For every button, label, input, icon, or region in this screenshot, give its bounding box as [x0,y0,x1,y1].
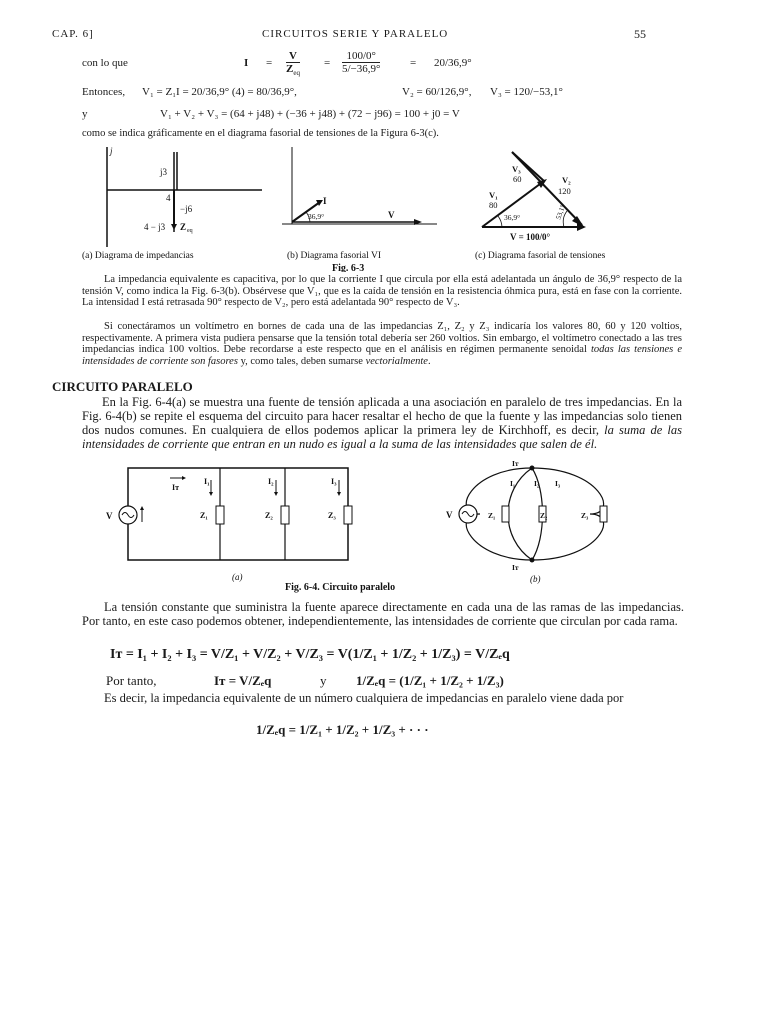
eq-equivalent-impedance: 1/Zₑq = 1/Z₁ + 1/Z₂ + 1/Z₃ + · · · [256,722,429,737]
fig63a-zeq-arrowhead [171,224,177,230]
fig63a-j3-label: j3 [160,167,168,177]
eq1-lhs: I [244,57,249,69]
figure-6-3 [82,142,682,272]
fig64a-v-label: V [106,511,113,521]
fig63b-phasor-diagram [282,147,437,261]
fig64b-it-bottom-label: Iᴛ [512,563,519,572]
fig63b-caption: (b) Diagrama fasorial VI [287,251,381,261]
page-number: 55 [634,27,646,41]
fig64b-i1-label: I₁ [510,479,516,488]
chapter-label: CAP. 6] [52,28,94,40]
eq2-v2: V₂ = 60/126,9°, [402,86,472,98]
fig63a-mj6-label: −j6 [180,204,193,214]
fig64a-it-arrowhead [182,476,186,480]
fig63a-caption: (a) Diagrama de impedancias [82,251,194,261]
paragraph-equivalent-impedance: Es decir, la impedancia equivalente de un número cualquiera de impedancias en paralelo viene dada por [104,691,624,705]
eq1-fraction-2 [342,50,380,75]
paragraph-voltmeter-text-2: y, como tales, deben sumarse [237,355,366,367]
eq1-f1-den: Z [286,63,294,75]
fig64a-i1-arrowhead [209,492,213,496]
paragraph-voltmeter-text-1: Si conectáramos un voltímetro en bornes de cada una de las impedancias Z₁, Z₂ y Z₃ indicaría los valores 80, 60 y 120 voltios, respectivamente. A primera vista pudiera pensarse que la tensión total debería ser 260 voltios. Sin embargo, el voltímetro conectado a las tres impedancias indica 100 voltios. Debe recordarse a este respecto que en el análisis en régimen permanente senoidal [82,321,682,355]
fig64a-i3-arrowhead [337,492,341,496]
fig63a-4-label: 4 [166,193,171,203]
eq5-lead: Por tanto, [106,673,157,688]
fig63c-v2-phasor [512,152,582,225]
fig63b-v-label: V [388,210,395,220]
fig63c-caption: (c) Diagrama fasorial de tensiones [475,251,606,261]
fig64b-i3-label: I₃ [555,479,561,488]
fig63c-angle-label-1: 36,9° [504,213,521,222]
fig64a-z3 [344,506,352,524]
fig63-title: Fig. 6-3 [332,263,365,272]
fig63a-zeq-value: 4 − j3 [144,222,166,232]
paragraph-parallel-intro [82,395,682,451]
fig63b-i-label: I [323,196,327,206]
eq1-f1-den-sub: eq [293,69,300,78]
fig63c-angle-label-2: 53,1° [554,203,568,221]
fig64a-i2-arrowhead [274,492,278,496]
eq3-lead: y [82,108,88,120]
eq3-body: V₁ + V₂ + V₃ = (64 + j48) + (−36 + j48) + (72 − j96) = 100 + j0 = V [160,108,460,120]
eq2-v3: V₃ = 120/−53,1° [490,86,563,98]
paragraph-constant-voltage: La tensión constante que suministra la fuente aparece directamente en cada una de las ramas de las impedancias. Por tanto, en este caso podemos obtener, independientemente, las intensidades de corriente que circulan por cada rama. [82,600,684,628]
section-heading: CIRCUITO PARALELO [52,379,193,394]
paragraph-voltmeter-text-3: . [427,355,431,367]
fig64a-z3-label: Z₃ [328,511,336,520]
eq1-equals-2: = [324,57,331,69]
eq1-equals-1: = [266,57,273,69]
fig64b-v-label: V [446,510,453,520]
fig64a-z2-label: Z₂ [265,511,273,520]
fig63a-j-label: j [110,146,113,156]
fig64-title: Fig. 6-4. Circuito paralelo [285,582,396,593]
fig64a-i1-label: I₁ [204,477,210,486]
fig63c-v3-label: V₃ [512,164,521,174]
fig64b-it-top-label: Iᴛ [512,460,519,468]
fig64a-z1 [216,506,224,524]
fig63c-angle-arc-1 [498,216,502,227]
fig64b-z1 [502,506,509,522]
fig63c-v1-label: V₁ [489,190,498,200]
fig64b-z3 [600,506,607,522]
fig63c-v2-value: 120 [558,186,571,196]
fig64b-z3-label: Z₃ [581,511,589,520]
fig63b-angle-label: 36,9° [308,212,325,221]
fig63c-voltage-diagram [475,152,606,261]
fig63c-v-label: V = 100/0° [510,232,551,242]
figure-reference-line: como se indica gráficamente en el diagrama fasorial de tensiones de la Figura 6-3(c). [82,128,439,139]
fig63c-v2-label: V₂ [562,175,571,185]
fig64a-caption: (a) [232,572,243,582]
fig64a-circuit [106,468,352,582]
fig64a-i2-label: I₂ [268,477,274,486]
fig64b-i2-label: I₂ [534,479,540,488]
eq1-f2-den: 5/−36,9° [342,63,381,75]
fig64b-z2-label: Z₂ [540,511,548,520]
fig64a-i3-label: I₃ [331,477,337,486]
paragraph-voltmeter-italic-2: vectorialmente [365,355,428,367]
eq2-v1: V₁ = Z₁I = 20/36,9° (4) = 80/36,9°, [142,86,297,98]
paragraph-parallel-text: En la Fig. 6-4(a) se muestra una fuente de tensión aplicada a una asociación en paralelo de tres impedancias. En la Fig. 6-4(b) se repite el esquema del circuito para hacer resaltar el hecho de que la fuente y las impedancias solo tienen dos nudos comunes. En cualquiera de ellos podemos aplicar la primera ley de Kirchhoff, es decir, [82,395,682,437]
eq1-f1-num: V [286,50,300,63]
eq1-equals-3: = [410,57,417,69]
eq5-a: Iᴛ = V/Zₑq [214,673,272,688]
eq2-lead: Entonces, [82,86,126,98]
fig63c-v1-value: 80 [489,200,498,210]
fig64a-it-label: Iᴛ [172,483,180,492]
eq5-y: y [320,673,327,688]
paragraph-voltmeter [82,321,682,367]
eq1-result: 20/36,9° [434,57,472,69]
paragraph-voltmeter-italic-1: todas las tensiones e intensidades de corriente son fasores [82,344,682,367]
paragraph-parallel-italic: la suma de las intensidades de corriente que entran en un nudo es igual a la suma de las intensidades que salen de él. [82,423,682,451]
fig63a-zeq-sub: eq [187,228,193,234]
eq1-f2-num: 100/0° [342,50,380,63]
eq-total-current: Iᴛ = I₁ + I₂ + I₃ = V/Z₁ + V/Z₂ + V/Z₃ = V(1/Z₁ + 1/Z₂ + 1/Z₃) = V/Zₑq [110,647,510,662]
paragraph-capacitive: La impedancia equivalente es capacitiva, por lo que la corriente I que circula por ella está adelantada un ángulo de 36,9° respecto de la tensión V, como indica la Fig. 6-3(b). Obsérvese que V₁, que es la caída de tensión en la resistencia óhmica pura, está en fase con la corriente. La intensidad I está retrasada 90° respecto de V₂, pero está adelantada 90° respecto de V₃. [82,274,682,308]
eq1-fraction-1 [286,50,300,79]
fig64a-outer-loop [128,468,348,560]
fig64b-z1-label: Z₁ [488,511,496,520]
fig63c-v3-value: 60 [513,174,522,184]
fig64a-z1-label: Z₁ [200,511,208,520]
figure-6-4 [100,460,620,595]
fig64b-caption: (b) [530,574,541,584]
eq5-b: 1/Zₑq = (1/Z₁ + 1/Z₂ + 1/Z₃) [356,673,504,688]
fig64a-source-arrowhead [140,506,144,510]
fig63a-impedance-diagram [82,146,262,261]
fig64b-circuit [446,460,607,584]
fig63a-zeq-symbol: Z [180,222,187,232]
fig64a-z2 [281,506,289,524]
eq1-lead: con lo que [82,57,128,69]
running-title: CIRCUITOS SERIE Y PARALELO [262,28,449,40]
